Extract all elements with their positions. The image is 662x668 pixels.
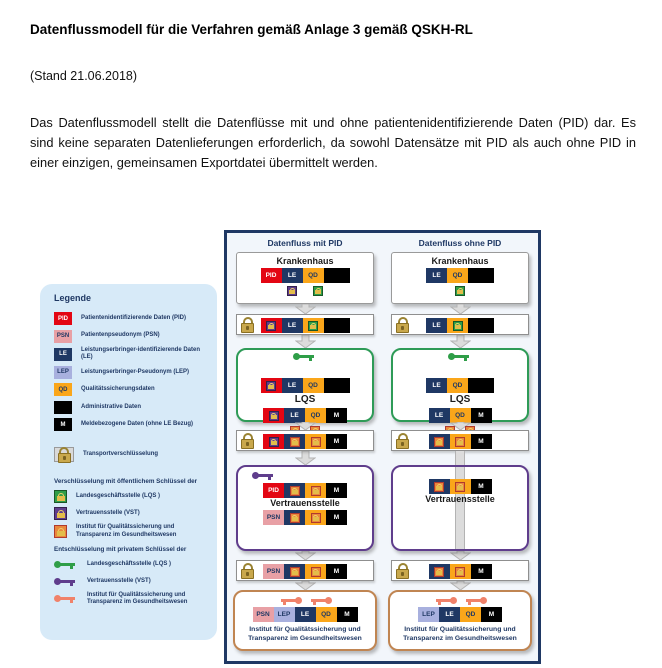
chip-row [429,408,492,423]
transport-lock-chip [54,447,74,462]
lock-body [457,441,463,445]
key-stem [454,355,469,358]
data-chip-LE: LE [426,318,447,333]
lock-body [315,290,321,294]
iqtig-lock-icon [455,437,465,447]
intro-paragraph: Das Datenflussmodell stellt die Datenflüsse mit und ohne patientenidentifizierende Daten (PID) dar. Es sind keine separaten Datenlieferungen erforderlich, da sowohl Datensätze mit PID als auch ohne PID in einer einzigen, gemeinsamen Exportdatei übermittelt werden. [30,115,636,170]
lqs-title: LQS [294,394,316,405]
data-chip-PSN: PSN [263,510,284,525]
data-chip-M: M [326,434,347,449]
lock-body [457,571,463,575]
flow-column [384,238,536,651]
lqs-title: LQS [449,394,471,405]
flow-arrow [295,551,316,560]
data-chip-pid [263,408,284,423]
data-chip-QD: QD [460,607,481,622]
chip-row [429,479,492,494]
data-chip-le [429,434,450,449]
iqtig-lock-icon [434,567,444,577]
data-chip-PID: PID [261,268,282,283]
lock-body [310,325,316,329]
lock-body [313,571,319,575]
data-chip-M: M [326,408,347,423]
data-chip-LE: LE [282,268,303,283]
lock-body [289,290,295,294]
date-line: (Stand 21.06.2018) [30,69,138,83]
data-chip-qd [305,510,326,525]
data-chip-M: M [471,479,492,494]
data-chip-le [429,564,450,579]
legend-item-label: Institut für Qualitätssicherung und Transparenz im Gesundheitswesen [87,591,188,605]
chip-row [261,378,350,393]
data-chip-LE: LE [439,607,460,622]
data-chip-M: M [326,483,347,498]
chip-row [426,268,494,283]
flow-arrow-icon [295,551,316,560]
legend-encrypt-items [54,490,209,538]
lock-body [268,325,274,329]
iqtig-lock-icon [290,567,300,577]
data-chip-M: M [326,510,347,525]
legend-chip-black [54,401,72,414]
key-tooth [464,358,467,361]
flow-arrow-icon [450,335,471,348]
transport-lock-icon [240,433,255,449]
legend-decrypt-heading: Entschlüsselung mit privatem Schlüssel der [54,545,187,553]
data-chip-le [284,483,305,498]
legend-chip-LE: LE [54,348,72,361]
iqtig-lock-icon [311,513,321,523]
iqtig-key-icon [54,594,78,603]
legend-item [54,383,209,396]
vst-lock-icon [269,437,279,447]
legend-item [54,366,209,379]
key-tooth [284,602,287,605]
key-stem [60,563,75,566]
iqtig-box [233,590,377,651]
data-chip-black [324,318,350,333]
keyhole [401,326,404,330]
legend-chip-QD: QD [54,383,72,396]
vst-lock-icon [266,381,276,391]
vst-lock-icon [287,286,297,296]
transport-chip-row [429,434,492,449]
vst-lock-icon [266,321,276,331]
data-chip-M: M [481,607,502,622]
data-chip-le [284,510,305,525]
iqtig-box [388,590,532,651]
column-header: Datenfluss mit PID [267,238,343,248]
transport-lock-icon [57,447,72,463]
key-tooth [309,358,312,361]
legend-item [54,347,209,361]
flow-arrow-icon [450,581,471,590]
data-chip-M: M [337,607,358,622]
data-chip-qd [305,434,326,449]
data-chip-PSN: PSN [263,564,284,579]
lqs-lock-icon [453,321,463,331]
data-chip-le [284,564,305,579]
legend-item [54,330,209,343]
transport-chip-row [429,564,492,579]
legend-decrypt-item [54,575,209,588]
keyhole [63,456,66,460]
key-head [295,597,302,604]
vst-lock-icon [269,411,279,421]
legend-item [54,401,209,414]
transport-chip-row [263,434,347,449]
data-chip-M: M [471,408,492,423]
iqtig-title: Institut für Qualitätssicherung und Transparenz im Gesundheitswesen [248,626,362,642]
data-chip-LE: LE [426,268,447,283]
lqs-lock-icon [308,321,318,331]
data-chip-le [284,434,305,449]
flow-arrow-icon [295,581,316,590]
data-chip-black [324,268,350,283]
data-chip-qd [305,483,326,498]
column-header: Datenfluss ohne PID [418,238,502,248]
lock-body [436,486,442,490]
lock-body [313,441,319,445]
legend-item-label: Vertrauensstelle (VST) [76,510,140,517]
legend-decrypt-items [54,558,209,606]
lqs-key-icon [54,560,78,569]
data-chip-PID: PID [263,483,284,498]
data-chip-M: M [471,434,492,449]
transport-lock-icon [240,317,255,333]
legend-item-label: Institut für Qualitätssicherung und Transparenz im Gesundheitswesen [76,524,177,538]
iqtig-lock-icon [455,482,465,492]
transport-lock-icon [240,563,255,579]
lock-body [292,571,298,575]
data-chip-qd [450,434,471,449]
key-head [450,597,457,604]
lock-body [313,517,319,521]
legend-item-label: Administrative Daten [81,403,142,410]
lock-body [292,490,298,494]
encryption-locks-row [455,286,465,296]
lock-body [57,496,65,501]
legend-panel [40,284,217,640]
keyhole [246,326,249,330]
key-tooth [70,566,73,569]
flow-arrow [450,304,471,314]
data-chip-pid [263,434,284,449]
transport-chip-row [261,318,350,333]
key-head [480,597,487,604]
vertrauensstelle-box [391,465,529,551]
lqs-box [236,348,374,422]
data-chip-M: M [471,564,492,579]
flow-arrow-icon [450,304,471,314]
data-chip-qd [450,479,471,494]
vst-key-icon [54,577,78,586]
iqtig-lock-icon [434,437,444,447]
lock-body [271,415,277,419]
transport-bar [236,430,374,451]
iqtig-lock-icon [455,567,465,577]
iqtig-lock-icon [311,437,321,447]
iqtig-keys-row [433,595,487,605]
flow-arrow-icon [295,304,316,314]
lock-body [57,513,65,518]
transport-chip-row [263,564,347,579]
flow-arrow [450,581,471,590]
lock-body [436,571,442,575]
iqtig-key-icon [433,596,457,605]
lock-body [455,325,461,329]
data-chip-LE: LE [282,318,303,333]
key-tooth [314,602,317,605]
key-stem [60,597,75,600]
legend-item [54,418,209,431]
iqtig-key-icon [463,596,487,605]
data-chip-black [468,378,494,393]
flow-column [229,238,381,651]
data-chip-black [324,378,350,393]
krankenhaus-title: Krankenhaus [431,256,489,266]
data-chip-QD: QD [316,607,337,622]
legend-item-label: Leistungserbringer-identifizierende Daten (LE) [81,347,201,361]
key-stem [299,355,314,358]
legend-chip-PSN: PSN [54,330,72,343]
krankenhaus-box [391,252,529,304]
legend-encrypt-item [54,490,209,503]
key-stem [258,474,273,477]
vertrauensstelle-box [236,465,374,551]
data-chip-qd [447,318,468,333]
iqtig-lock-icon [311,567,321,577]
document-text-block [30,14,636,172]
legend-chip-PID: PID [54,312,72,325]
transport-bar [391,430,529,451]
iqtig-lock-icon [290,513,300,523]
chip-row [426,378,494,393]
key-stem [60,580,75,583]
legend-chip-M: M [54,418,72,431]
legend-item-label: Leistungserbringer-Pseudonym (LEP) [81,368,190,375]
data-chip-QD: QD [447,378,468,393]
legend-data-items [54,312,209,431]
legend-decrypt-item [54,592,209,606]
lock-body [457,486,463,490]
data-chip-LE: LE [284,408,305,423]
iqtig-lock-icon [434,482,444,492]
vst-lock-icon [54,507,67,520]
legend-encrypt-item [54,524,209,538]
lock-body [268,385,274,389]
data-chip-black [468,318,494,333]
legend-item-label: Landesgeschäftsstelle (LQS ) [76,493,161,500]
data-chip-QD: QD [450,408,471,423]
iqtig-lock-icon [311,486,321,496]
keyhole [401,572,404,576]
transport-lock-icon [395,317,410,333]
chip-row [253,607,358,622]
data-chip-LE: LE [282,378,303,393]
key-tooth [268,477,271,480]
data-chip-QD: QD [303,268,324,283]
flow-arrow [295,581,316,590]
data-chip-QD: QD [303,378,324,393]
data-chip-qd [305,564,326,579]
data-chip-pid [261,378,282,393]
transport-bar [391,314,529,335]
data-chip-QD: QD [447,268,468,283]
lock-body [457,290,463,294]
lqs-key-icon [448,352,472,376]
data-chip-QD: QD [305,408,326,423]
page-title: Datenflussmodell für die Verfahren gemäß Anlage 3 gemäß QSKH-RL [30,22,473,37]
data-chip-LEP: LEP [418,607,439,622]
flow-arrow-icon [450,551,471,560]
legend-item-label: Patientenpseudonym (PSN) [81,332,160,339]
data-chip-PSN: PSN [253,607,274,622]
iqtig-lock-icon [290,437,300,447]
flow-arrow-icon [295,335,316,348]
flow-arrow [295,451,316,465]
encryption-locks-row [287,286,323,296]
flow-arrow [295,304,316,314]
dataflow-diagram [224,230,541,664]
keyhole [246,572,249,576]
legend-item-label: Landesgeschäftsstelle (LQS ) [87,560,172,567]
lock-body [436,441,442,445]
data-chip-black [468,268,494,283]
key-tooth [469,602,472,605]
key-tooth [439,602,442,605]
lqs-lock-icon [455,286,465,296]
transport-bar [236,560,374,581]
transport-bar [391,560,529,581]
transport-bar [236,314,374,335]
iqtig-title: Institut für Qualitätssicherung und Transparenz im Gesundheitswesen [403,626,517,642]
lqs-lock-icon [313,286,323,296]
krankenhaus-box [236,252,374,304]
legend-item-label: Qualitätssicherungsdaten [81,386,155,393]
key-tooth [70,600,73,603]
chip-row [261,268,350,283]
data-chip-LE: LE [429,408,450,423]
diagram-columns [229,238,536,651]
data-chip-LE: LE [295,607,316,622]
legend-transport-row [54,447,209,462]
legend-encrypt-heading: Verschlüsselung mit öffentlichem Schlüssel der [54,478,198,486]
data-chip-M: M [326,564,347,579]
iqtig-key-icon [278,596,302,605]
lqs-lock-icon [54,490,67,503]
iqtig-lock-icon [54,525,67,538]
lock-body [313,490,319,494]
key-tooth [70,583,73,586]
iqtig-key-icon [308,596,332,605]
keyhole [246,442,249,446]
iqtig-keys-row [278,595,332,605]
lqs-key-icon [293,352,317,376]
legend-encrypt-item [54,507,209,520]
chip-row [418,607,502,622]
data-chip-pid [261,318,282,333]
lqs-box [391,348,529,422]
legend-heading: Legende [54,293,92,303]
lock-body [271,441,277,445]
legend-item [54,312,209,325]
data-chip-qd [450,564,471,579]
vertrauensstelle-title: Vertrauensstelle [425,494,495,504]
flow-arrow-icon [295,451,316,465]
flow-arrow [295,335,316,348]
lock-body [292,517,298,521]
key-head [325,597,332,604]
chip-row [263,510,347,525]
legend-item-label: Vertrauensstelle (VST) [87,577,151,584]
legend-chip-LEP: LEP [54,366,72,379]
legend-item-label: Meldebezogene Daten (ohne LE Bezug) [81,421,194,428]
lock-body [292,441,298,445]
lock-body [57,531,65,536]
transport-chip-row [426,318,494,333]
data-chip-le [429,479,450,494]
chip-row [263,483,347,498]
legend-decrypt-item [54,558,209,571]
legend-transport-item [54,447,209,462]
data-chip-LEP: LEP [274,607,295,622]
data-chip-qd [303,318,324,333]
flow-arrow [450,551,471,560]
transport-lock-icon [395,433,410,449]
chip-row [263,408,347,423]
vertrauensstelle-title: Vertrauensstelle [270,498,340,508]
legend-item-label: Patientenidentifizierende Daten (PID) [81,314,187,321]
transport-lock-icon [395,563,410,579]
krankenhaus-title: Krankenhaus [276,256,334,266]
iqtig-lock-icon [290,486,300,496]
legend-item-label: Transportverschlüsselung [83,451,159,458]
keyhole [401,442,404,446]
flow-arrow [450,335,471,348]
data-chip-LE: LE [426,378,447,393]
